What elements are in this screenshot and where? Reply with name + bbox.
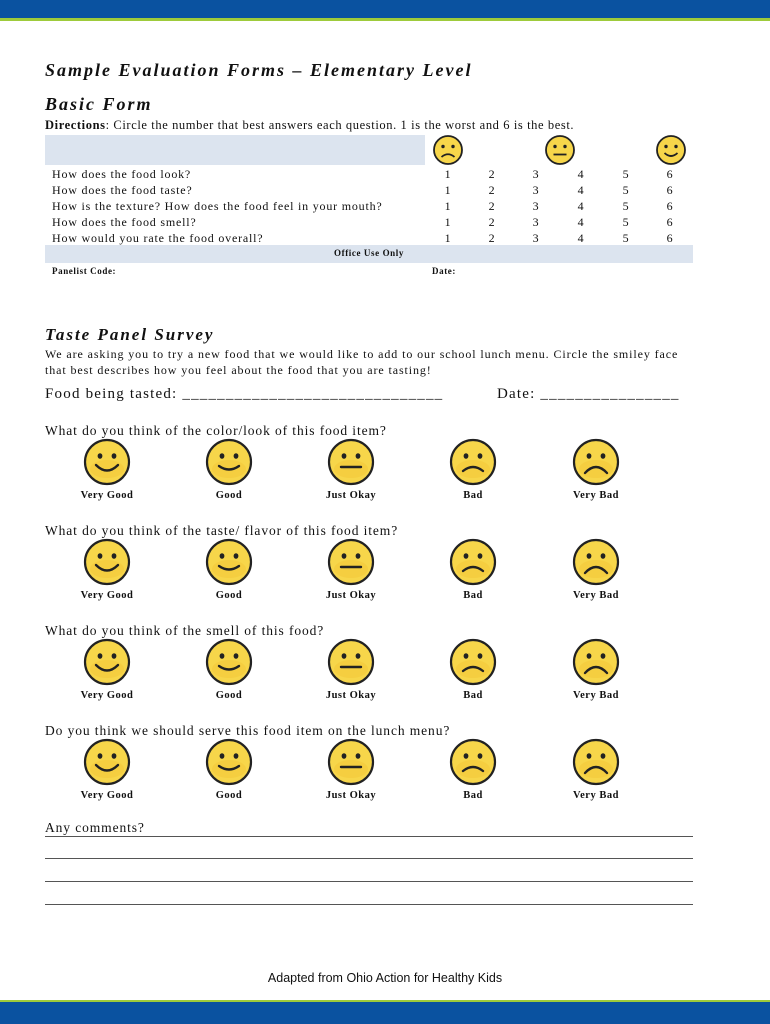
rating-number-1[interactable]: 1 <box>444 231 452 245</box>
basic-form-heading: Basic Form <box>45 94 153 114</box>
bad-face-icon[interactable] <box>449 438 497 486</box>
survey-intro: We are asking you to try a new food that we would like to add to our school lunch menu. Circle the smiley face that best describes how you feel about the food that you are tasting! <box>45 347 679 377</box>
rating-number-6[interactable]: 6 <box>666 167 674 181</box>
rating-label: Just Okay <box>325 690 377 701</box>
good-face-icon[interactable] <box>205 538 253 586</box>
rating-label: Just Okay <box>325 490 377 501</box>
office-date-label: Date: <box>432 266 456 276</box>
just-okay-face-icon[interactable] <box>327 538 375 586</box>
rating-number-4[interactable]: 4 <box>577 215 585 229</box>
very-bad-face-icon[interactable] <box>572 738 620 786</box>
rating-number-4[interactable]: 4 <box>577 167 585 181</box>
bottom-banner <box>0 1002 770 1024</box>
rating-number-4[interactable]: 4 <box>577 231 585 245</box>
comment-line[interactable] <box>45 858 693 859</box>
basic-question-row <box>52 167 692 183</box>
rating-number-5[interactable]: 5 <box>622 199 630 213</box>
just-okay-face-icon[interactable] <box>327 638 375 686</box>
page-title: Sample Evaluation Forms – Elementary Level <box>45 60 473 80</box>
comment-line[interactable] <box>45 881 693 882</box>
very-bad-face-icon[interactable] <box>572 538 620 586</box>
rating-label: Very Bad <box>573 690 619 701</box>
basic-question-text: How does the food look? <box>52 167 192 181</box>
rating-number-6[interactable]: 6 <box>666 183 674 197</box>
rating-number-3[interactable]: 3 <box>532 231 540 245</box>
survey-question: What do you think of the taste/ flavor of this food item? <box>45 523 399 538</box>
taste-panel-heading: Taste Panel Survey <box>45 325 215 344</box>
rating-number-2[interactable]: 2 <box>488 183 496 197</box>
rating-number-6[interactable]: 6 <box>666 215 674 229</box>
basic-question-text: How does the food taste? <box>52 183 193 197</box>
rating-number-2[interactable]: 2 <box>488 231 496 245</box>
rating-label: Very Bad <box>573 590 619 601</box>
basic-question-text: How is the texture? How does the food feel in your mouth? <box>52 199 383 213</box>
rating-number-3[interactable]: 3 <box>532 199 540 213</box>
comment-line[interactable] <box>45 836 693 837</box>
rating-label: Bad <box>463 590 483 601</box>
rating-label: Bad <box>463 790 483 801</box>
rating-label: Good <box>215 490 243 501</box>
basic-question-row <box>52 215 692 231</box>
very-bad-face-icon[interactable] <box>572 638 620 686</box>
rating-number-3[interactable]: 3 <box>532 183 540 197</box>
survey-question: Do you think we should serve this food item on the lunch menu? <box>45 723 451 738</box>
just-okay-face-icon[interactable] <box>327 438 375 486</box>
rating-number-1[interactable]: 1 <box>444 183 452 197</box>
rating-label: Very Good <box>80 490 134 501</box>
food-being-tasted-field[interactable]: Food being tasted: ______________________________ <box>45 386 444 402</box>
rating-label: Good <box>215 690 243 701</box>
panelist-code-label: Panelist Code: <box>52 266 117 276</box>
rating-number-5[interactable]: 5 <box>622 215 630 229</box>
rating-label: Good <box>215 590 243 601</box>
basic-question-text: How does the food smell? <box>52 215 197 229</box>
top-banner <box>0 0 770 20</box>
rating-number-1[interactable]: 1 <box>444 215 452 229</box>
rating-number-4[interactable]: 4 <box>577 199 585 213</box>
very-good-face-icon[interactable] <box>83 538 131 586</box>
rating-number-2[interactable]: 2 <box>488 199 496 213</box>
rating-label: Very Good <box>80 690 134 701</box>
survey-question: What do you think of the smell of this food? <box>45 623 325 638</box>
rating-label: Just Okay <box>325 790 377 801</box>
basic-question-text: How would you rate the food overall? <box>52 231 264 245</box>
rating-number-5[interactable]: 5 <box>622 231 630 245</box>
good-face-icon[interactable] <box>205 738 253 786</box>
basic-question-row <box>52 199 692 215</box>
rating-label: Bad <box>463 690 483 701</box>
rating-label: Just Okay <box>325 590 377 601</box>
rating-label: Very Good <box>80 590 134 601</box>
rating-label: Good <box>215 790 243 801</box>
rating-label: Very Good <box>80 790 134 801</box>
neutral-face-icon <box>544 134 576 166</box>
survey-date-field[interactable]: Date: ________________ <box>497 386 680 402</box>
rating-number-3[interactable]: 3 <box>532 215 540 229</box>
smile-face-icon <box>655 134 687 166</box>
rating-number-5[interactable]: 5 <box>622 183 630 197</box>
rating-number-2[interactable]: 2 <box>488 215 496 229</box>
comment-line[interactable] <box>45 904 693 905</box>
good-face-icon[interactable] <box>205 438 253 486</box>
rating-number-1[interactable]: 1 <box>444 167 452 181</box>
rating-number-5[interactable]: 5 <box>622 167 630 181</box>
very-bad-face-icon[interactable] <box>572 438 620 486</box>
basic-question-row <box>52 183 692 199</box>
very-good-face-icon[interactable] <box>83 738 131 786</box>
rating-label: Very Bad <box>573 790 619 801</box>
bad-face-icon[interactable] <box>449 638 497 686</box>
office-use-label: Office Use Only <box>334 248 404 258</box>
bad-face-icon[interactable] <box>449 538 497 586</box>
top-accent-line <box>0 18 770 21</box>
directions-text: : Circle the number that best answers each question. 1 is the worst and 6 is the best. <box>105 118 575 132</box>
rating-number-1[interactable]: 1 <box>444 199 452 213</box>
bad-face-icon[interactable] <box>449 738 497 786</box>
footer-credit: Adapted from Ohio Action for Healthy Kids <box>267 971 503 985</box>
survey-question: What do you think of the color/look of this food item? <box>45 423 387 438</box>
rating-number-2[interactable]: 2 <box>488 167 496 181</box>
rating-label: Bad <box>463 490 483 501</box>
rating-number-6[interactable]: 6 <box>666 231 674 245</box>
question-header-shade <box>45 135 425 165</box>
directions-label: Directions <box>45 118 106 132</box>
directions <box>45 118 574 133</box>
comments-label: Any comments? <box>45 820 145 835</box>
rating-number-3[interactable]: 3 <box>532 167 540 181</box>
rating-number-6[interactable]: 6 <box>666 199 674 213</box>
good-face-icon[interactable] <box>205 638 253 686</box>
very-good-face-icon[interactable] <box>83 638 131 686</box>
frown-face-icon <box>432 134 464 166</box>
very-good-face-icon[interactable] <box>83 438 131 486</box>
just-okay-face-icon[interactable] <box>327 738 375 786</box>
rating-label: Very Bad <box>573 490 619 501</box>
rating-number-4[interactable]: 4 <box>577 183 585 197</box>
